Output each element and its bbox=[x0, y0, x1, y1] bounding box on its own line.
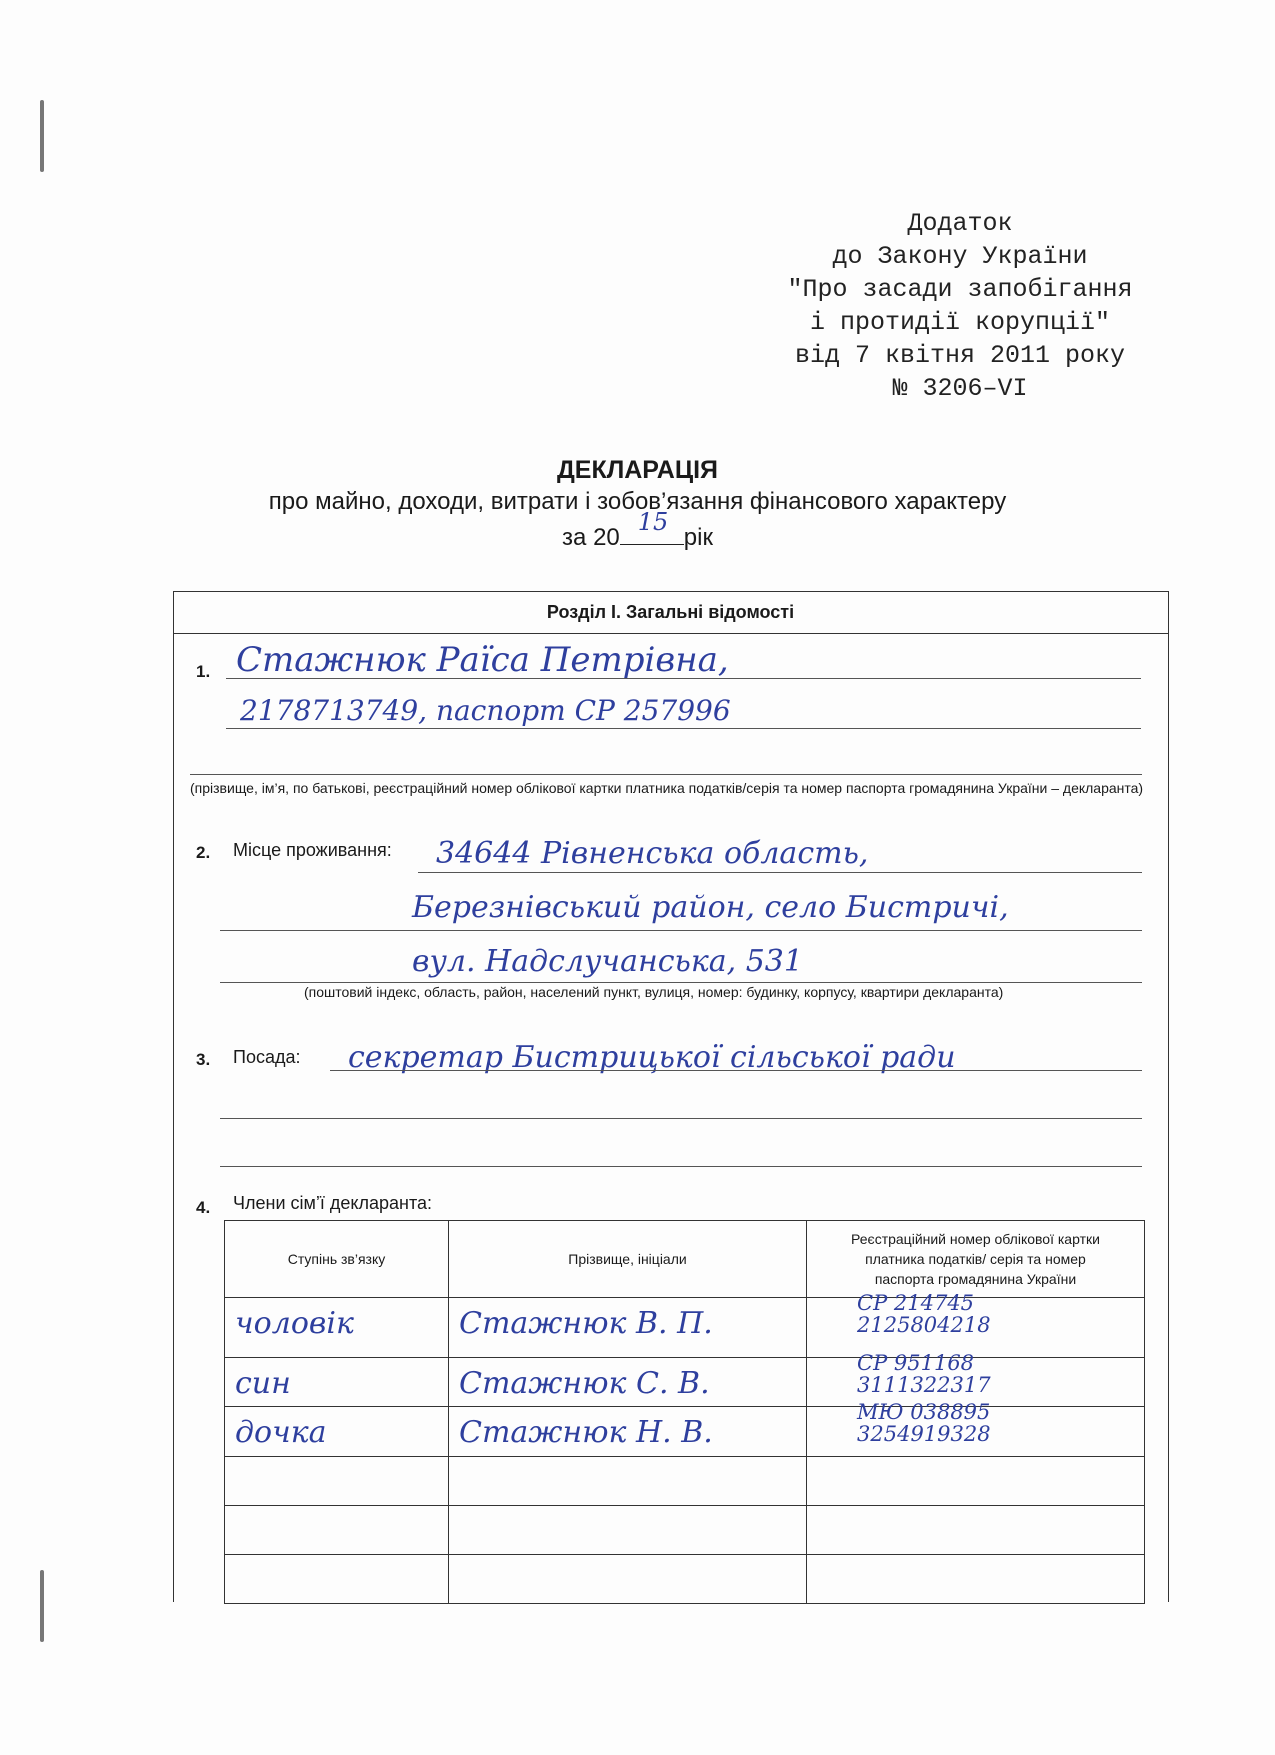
relation-cell bbox=[225, 1555, 449, 1604]
annex-line: і протидії корупції" bbox=[809, 308, 1111, 337]
annex-line: до Закону України bbox=[832, 242, 1088, 271]
year-suffix: рік bbox=[683, 524, 713, 551]
relation-cell bbox=[225, 1298, 449, 1358]
section-title: Розділ І. Загальні відомості bbox=[173, 591, 1168, 634]
passport-value: СР 214745 bbox=[857, 1291, 975, 1315]
item-number: 1. bbox=[196, 662, 211, 681]
column-header: Ступінь зв’язку bbox=[225, 1221, 449, 1298]
position-label: Посада: bbox=[233, 1047, 301, 1067]
item-number: 2. bbox=[196, 843, 211, 862]
table-row bbox=[225, 1457, 1145, 1506]
relation-cell bbox=[225, 1358, 449, 1407]
relation-value: чоловік bbox=[235, 1306, 354, 1341]
form-line bbox=[418, 872, 1142, 873]
id-cell bbox=[807, 1400, 1145, 1457]
id-cell bbox=[807, 1506, 1145, 1555]
year-line bbox=[0, 508, 1275, 552]
form-line bbox=[190, 774, 1142, 775]
relation-cell bbox=[225, 1506, 449, 1555]
table-header-row bbox=[225, 1221, 1145, 1298]
member-name: Стажнюк С. В. bbox=[459, 1366, 710, 1401]
id-cell bbox=[807, 1291, 1145, 1358]
annex-line: "Про засади запобігання bbox=[787, 275, 1133, 304]
item1-caption: (прізвище, ім’я, по батькові, реєстраційний номер облікової картки платника податків/серія та номер паспорта громадянина України – декларанта) bbox=[190, 780, 1144, 796]
name-cell bbox=[449, 1407, 807, 1457]
form-line bbox=[220, 930, 1142, 931]
relation-value: син bbox=[235, 1366, 291, 1401]
tax-id-value: 2125804218 bbox=[857, 1313, 991, 1337]
form-line bbox=[220, 1166, 1142, 1167]
form-line bbox=[226, 678, 1141, 679]
declarant-id: 2178713749, паспорт СР 257996 bbox=[240, 694, 731, 727]
residence-line: Березнівський район, село Бистричі, bbox=[412, 890, 1009, 925]
member-name: Стажнюк Н. В. bbox=[459, 1415, 713, 1450]
table-row bbox=[225, 1506, 1145, 1555]
form-line bbox=[330, 1070, 1142, 1071]
name-cell bbox=[449, 1457, 807, 1506]
staple-mark bbox=[40, 100, 44, 172]
column-header: Прізвище, ініціали bbox=[449, 1221, 807, 1298]
relation-value: дочка bbox=[235, 1415, 327, 1450]
form-line bbox=[220, 982, 1142, 983]
passport-value: СР 951168 bbox=[857, 1351, 975, 1375]
form-line bbox=[220, 1118, 1142, 1119]
residence-label: Місце проживання: bbox=[233, 840, 392, 860]
member-id bbox=[857, 1352, 991, 1396]
staple-mark bbox=[40, 1570, 44, 1642]
year-field bbox=[620, 508, 684, 545]
table-row bbox=[225, 1555, 1145, 1604]
annex-line: № 3206–VI bbox=[892, 374, 1028, 403]
relation-cell bbox=[225, 1407, 449, 1457]
document-subtitle: про майно, доходи, витрати і зобов’язання фінансового характеру bbox=[268, 488, 1007, 515]
residence-line: 34644 Рівненська область, bbox=[436, 836, 869, 871]
name-cell bbox=[449, 1555, 807, 1604]
table-row bbox=[225, 1298, 1145, 1358]
item-number: 4. bbox=[196, 1198, 211, 1217]
residence-line: вул. Надслучанська, 531 bbox=[412, 944, 803, 979]
member-name: Стажнюк В. П. bbox=[459, 1306, 713, 1341]
id-cell bbox=[807, 1457, 1145, 1506]
year-prefix: за 20 bbox=[562, 524, 620, 551]
document-title: ДЕКЛАРАЦІЯ bbox=[556, 456, 719, 484]
annex-line: Додаток bbox=[907, 209, 1013, 238]
declarant-name: Стажнюк Раїса Петрівна, bbox=[236, 640, 729, 680]
name-cell bbox=[449, 1298, 807, 1358]
name-cell bbox=[449, 1358, 807, 1407]
family-label: Члени сім’ї декларанта: bbox=[233, 1193, 433, 1213]
column-header: Реєстраційний номер облікової картки платника податків/ серія та номер паспорта громадянина України bbox=[807, 1221, 1145, 1298]
passport-value: МЮ 038895 bbox=[857, 1400, 991, 1424]
table-row bbox=[225, 1407, 1145, 1457]
table-row bbox=[225, 1358, 1145, 1407]
form-line bbox=[226, 728, 1141, 729]
member-id bbox=[857, 1292, 991, 1336]
tax-id-value: 3254919328 bbox=[857, 1422, 991, 1446]
id-cell bbox=[807, 1555, 1145, 1604]
item2-caption: (поштовий індекс, область, район, населений пункт, вулиця, номер: будинку, корпусу, квартири декларанта) bbox=[304, 984, 1004, 1000]
item-number: 3. bbox=[196, 1050, 211, 1069]
annex-line: від 7 квітня 2011 року bbox=[794, 341, 1126, 370]
member-id bbox=[857, 1401, 991, 1445]
relation-cell bbox=[225, 1457, 449, 1506]
year-value: 15 bbox=[637, 508, 669, 536]
position-value: секретар Бистрицької сільської ради bbox=[348, 1040, 956, 1075]
family-table bbox=[224, 1220, 1145, 1604]
tax-id-value: 3111322317 bbox=[857, 1373, 991, 1397]
name-cell bbox=[449, 1506, 807, 1555]
annex-note bbox=[680, 207, 1240, 405]
